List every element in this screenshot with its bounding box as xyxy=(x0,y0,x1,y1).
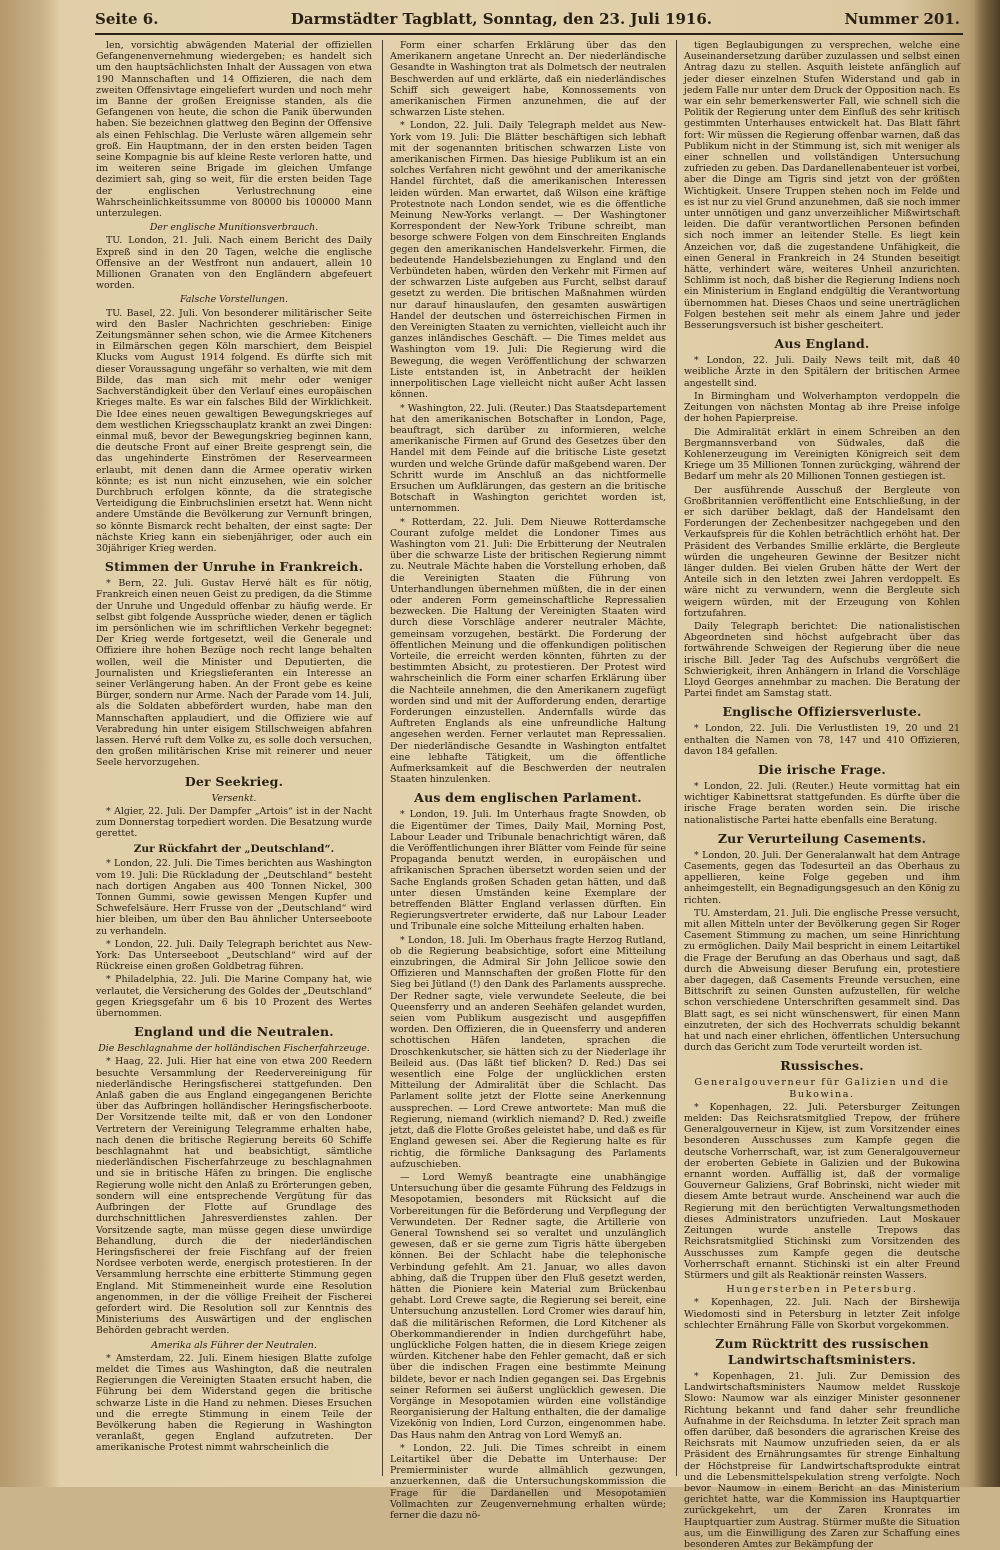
article-paragraph: * Amsterdam, 22. Juli. Einem hiesigen Blatte zufolge meldet die Times aus Washington, daß die neutralen Regierungen die Vereinigten Staaten ersucht haben, die Führung bei dem Widerstand gegen die britische schwarze Liste in die Hand zu nehmen. Dieses Ersuchen und die erregte Stimmung in einem Teile der Bevölkerung haben die Regierung in Washington veranlaßt, gegen England aufzutreten. Der amerikanische Protest nimmt wahrscheinlich die xyxy=(96,1352,372,1454)
article-paragraph: * London, 18. Juli. Im Oberhaus fragte Herzog Rutland, ob die Regierung beabsichtige, sofort eine Mitteilung einzubringen, die Admiral Sir John Jellicoe sowie den Offizieren und Mannschaften der großen Flotte für den Sieg bei Jütland (!) den Dank des Parlaments ausspreche. Der Redner sagte, viele verwundete Seeleute, die bei Queensferry und an anderen Seehäfen gelandet wurden, seien vom Publikum ausgezischt und ausgepfiffen worden. Den Offizieren, die in Queensferry und anderen schottischen Häfen landeten, sprachen die Droschkenkutscher, sie hätten sich zu der Niederlage ihr Beileid aus. (Das läßt tief blicken? D. Red.) Das sei wesentlich eine Folge der unglücklichen ersten Mitteilung der Admiralität über die Schlacht. Das Parlament sollte jetzt der Flotte seine Anerkennung aussprechen. — Lord Crewe antwortete: Man muß die Regierung, niemand (wirklich niemand? D. Red.) zweifle jetzt, daß die Flotte Großes geleistet habe, und daß es für England gewesen sei. Aber die Regierung halte es für richtig, die förmliche Danksagung des Parlaments aufzuschieben. xyxy=(390,934,666,1170)
article-paragraph: TU. Basel, 22. Juli. Von besonderer militärischer Seite wird den Basler Nachrichten geschrieben: Einige Zeitungsmänner sehen schon, wie die Armee Kitcheners in Eilmärschen gegen Köln marschiert, dem Beispiel Klucks vom August 1914 folgend. Es dürfte sich mit dieser Voraussagung ungefähr so verhalten, wie mit dem Bilde, das man sich mit mehr oder weniger Sachverständigkeit über den Verlauf eines europäischen Krieges malte. Es war ein falsches Bild der Wirklichkeit. Die Idee eines neuen gewaltigen Bewegungskrieges auf dem westlichen Kriegsschauplatz krankt an zwei Dingen: einmal muß, bevor der Bewegungskrieg beginnen kann, die deutsche Front auf einer Breite gesprengt sein, die das ungehinderte Einströmen der Reservearmeen erlaubt, mit denen dann die Armee operativ wirken könnte; es ist nun nicht einzusehen, wie ein solcher Durchbruch erfolgen könnte, da die strategische Verteidigung die Einbruchslinien ersetzt hat. Wenn nicht andere Umstände die Bevölkerung zur Vernunft bringen, so könnte Bismarck recht behalten, der einst sagte: Der nächste Krieg kann ein siebenjähriger, oder auch ein 30jähriger Krieg werden. xyxy=(96,307,372,554)
article-paragraph: * Washington, 22. Juli. (Reuter.) Das Staatsdepartement hat den amerikanischen Botschafter in London, Page, beauftragt, sich darüber zu informieren, welche amerikanische Firmen auf Grund des Gesetzes über den Handel mit dem Feinde auf die britische Liste gesetzt wurden und welche Gründe dafür maßgebend waren. Der Schritt wurde im Anschluß an das nichtformelle Ersuchen um Aufklärungen, das gestern an die britische Botschaft in Washington gerichtet worden ist, unternommen. xyxy=(390,402,666,515)
article-headline: Die irische Frage. xyxy=(757,761,886,777)
article-headline: Aus England. xyxy=(774,336,870,352)
article-paragraph: * Haag, 22. Juli. Hier hat eine von etwa 200 Reedern besuchte Versammlung der Reedervereinigung für niederländische Heringsfischerei stattgefunden. Den Anlaß gaben die aus England eingegangenen Berichte über das Aufbringen holländischer Heringsfischerboote. Der Vorsitzende teilte mit, daß er von den Londoner Vertretern der Vereinigung Telegramme erhalten habe, nach denen die britische Regierung bereits 60 Schiffe beschlagnahmt hat und beabsichtigt, sämtliche niederländischen Fischerfahrzeuge zu beschlagnahmen und sie in britische Häfen zu bringen. Die englische Regierung wolle nicht den Anlaß zu Erörterungen geben, sondern will eine entsprechende Vergütung für das Aufbringen der Flotte auf Grundlage des durchschnittlichen Jahresverdienstes zahlen. Der Vorsitzende sagte, man müsse gegen diese unwürdige Behandlung, durch die der niederländischen Heringsfischerei der freie Fischfang auf der freien Nordsee verboten werde, energisch protestieren. In der Versammlung herrschte eine erbitterte Stimmung gegen England. Mit Stimmeneinheit wurde eine Resolution angenommen, in der die völlige Freiheit der Fischerei gefordert wird. Die Resolution soll zur Kenntnis des Ministeriums des Auswärtigen und der englischen Behörden gebracht werden. xyxy=(96,1056,372,1337)
article-paragraph: * London, 22. Juli. Die Times berichten aus Washington vom 19. Juli: Die Rückladung der „Deutschland“ besteht nach dortigen Angaben aus 400 Tonnen Nickel, 300 Tonnen Gummi, sowie gewissen Mengen Kupfer und Schwefelsäure. Herr Frusse von der „Deutschland“ wird hier bleiben, um über den Bau ähnlicher Unterseeboote zu verhandeln. xyxy=(96,858,372,937)
article-paragraph: len, vorsichtig abwägenden Material der offiziellen Gefangenenvernehmung wiedergeben; es handelt sich um den hauptsächlichsten Inhalt der Aussagen von etwa 190 Mannschaften und 14 Offizieren, die nach dem zweiten Offensivtage eingeliefert wurden und noch mehr im Banne der großen Ereignisse standen, als die Gefangenen von heute, die schon die Panik überwunden haben. Sie bezeichnen glattweg den Beginn der Offensive als einen Fehlschlag. Die Verluste wären allgemein sehr groß. Ein Hauptmann, der in den ersten beiden Tagen seine Kompagnie bis auf kleine Reste verloren hatte, und im weiteren seine Brigade im gleichen Umfange dezimiert sah, ging so weit, für die ersten beiden Tage der englischen Verlustrechnung eine Wahrscheinlichkeitssumme von 80000 bis 100000 Mann unterzulegen. xyxy=(96,40,372,220)
issue-number: Nummer 201. xyxy=(844,10,960,28)
article-headline: Die Beschlagnahme der holländischen Fischerfahrzeuge. xyxy=(98,1043,370,1055)
article-headline: Russisches. xyxy=(780,1058,864,1074)
column-1 xyxy=(96,40,372,1476)
article-paragraph: * Bern, 22. Juli. Gustav Hervé hält es für nötig, Frankreich einen neuen Geist zu predigen, da die Stimme der Unruhe und Ungeduld offenbar zu häufig werde. Er selbst gibt folgende Aussprüche wieder, denen er täglich im persönlichen wie im schriftlichen Verkehr begegnet: Der Krieg werde fortgesetzt, weil die Generale und Offiziere ihre hohen Bezüge noch recht lange behalten wollen, weil die Minister und Deputierten, die Journalisten und Kriegslieferanten ein Interesse an seiner Verlängerung haben. An der Front gebe es keine Bürger, sondern nur Arme. Nach der Parade vom 14. Juli, als die Soldaten abbefördert wurden, habe man den Mannschaften applaudiert, und die Offiziere wie auf Verabredung hin unter eisigem Stillschweigen abfahren lassen. Hervé ruft dem Volke zu, es solle doch versuchen, den großen militärischen Krise mit reinerer und neuer Seele hervorzugehen. xyxy=(96,578,372,769)
article-headline: Zum Rücktritt des russischen Landwirtschaftsministers. xyxy=(715,1335,929,1367)
article-paragraph: * London, 22. Juli. Daily Telegraph berichtet aus New-York: Das Unterseeboot „Deutschland“ wird auf der Rückreise einen großen Goldbetrag führen. xyxy=(96,938,372,973)
page-header xyxy=(95,8,960,30)
masthead: Darmstädter Tagblatt, Sonntag, den 23. Juli 1916. xyxy=(290,10,712,28)
page-number: Seite 6. xyxy=(95,10,159,28)
article-paragraph: In Birmingham und Wolverhampton verdoppeln die Zeitungen von nächsten Montag ab ihre Preise infolge der hohen Papierpreise. xyxy=(684,390,960,425)
article-paragraph: * Rotterdam, 22. Juli. Dem Nieuwe Rotterdamsche Courant zufolge meldet die Londoner Times aus Washington vom 21. Juli: Die Erbitterung der Neutralen über die schwarze Liste der britischen Regierung nimmt zu. Neutrale Mächte haben die Vorstellung erhoben, daß die Vereinigten Staaten die Führung von Unterhandlungen übernehmen müßten, die in der einen oder anderen Form gemeinschaftliche Repressalien bezwecken. Die Haltung der Vereinigten Staaten wird durch diese Vorschläge anderer neutraler Mächte, gemeinsam vorzugehen, bestärkt. Die Forderung der öffentlichen Meinung und die offenkundigen politischen Vorteile, die erreicht werden könnten, führten zu der bestimmten Absicht, zu protestieren. Der Protest wird wahrscheinlich die Form einer scharfen Erklärung über die Nachteile annehmen, die den Amerikanern zugefügt worden sind und mit der Aufforderung enden, derartige Forderungen einzustellen. Andernfalls würde das Auftreten Englands als eine unfreundliche Haltung angesehen werden. Ferner verlautet man Repressalien. Der niederländische Gesandte in Washington entfaltet eine lebhafte Tätigkeit, um die öffentliche Aufmerksamkeit auf die Beschwerden der neutralen Staaten hinzulenken. xyxy=(390,516,666,786)
article-paragraph: * London, 22. Juli. Daily News teilt mit, daß 40 weibliche Ärzte in den Spitälern der britischen Armee angestellt sind. xyxy=(684,355,960,389)
article-paragraph: tigen Beglaubigungen zu versprechen, welche eine Auseinandersetzung darüber zuzulassen und selbst einen Antrag dazu zu stellen. Asquith leistete anfänglich auf jeder dieser einzelnen Stufen Widerstand und gab in jedem Falle nur unter dem Druck der Opposition nach. Es war ein sehr bemerkenswerter Fall, wie schnell sich die Politik der Regierung unter dem Einfluß des sehr kritisch gestimmten Unterhauses entwickelt hat. Das Blatt fährt fort: Wir müssen die Regierung offenbar warnen, daß das Publikum nicht in der Stimmung ist, sich mit weniger als einer schnellen und vollständigen Untersuchung zufrieden zu geben. Das Dardanellenabenteuer ist vorbei, aber die Dinge am Tigris sind jetzt von der größten Wichtigkeit. Unsere Truppen stehen noch im Felde und es ist nur zu viel Grund anzunehmen, daß sie noch immer unter unnötigen und ganz unverzeihlicher Mißwirtschaft leiden. Die dafür verantwortlichen Personen befinden sich noch immer an leitender Stelle. Es liegt kein Anzeichen vor, daß die zugestandene Unfähigkeit, die einen General in Frankreich in 24 Stunden beseitigt hätte, verhindert wäre, weiteres Unheil anzurichten. Schlimm ist noch, daß bisher die Regierung Indiens noch ein Ministerium in England endgültig die Verantwortung übernommen hat. Dieses Chaos und seine unerträglichen Folgen bestehen seit mehr als einem Jahre und jeder Besserungsversuch ist bisher gescheitert. xyxy=(684,40,960,332)
article-paragraph: * Philadelphia, 22. Juli. Die Marine Company hat, wie verlautet, die Versicherung des Goldes der „Deutschland“ gegen Kriegsgefahr um 6 bis 10 Prozent des Wertes übernommen. xyxy=(96,974,372,1020)
article-paragraph: * London, 22. Juli. Die Verlustlisten 19, 20 und 21 enthalten die Namen von 78, 147 und 410 Offizieren, davon 184 gefallen. xyxy=(684,723,960,757)
article-paragraph: Daily Telegraph berichtet: Die nationalistischen Abgeordneten sind höchst aufgebracht über das fortwährende Schweigen der Regierung über die neue irische Bill. Jeder Tag des Aufschubs vergrößert die Schwierigkeit, ihren Anhängern in Irland die Vorschläge Lloyd Georges annehmbar zu machen. Die Beratung der Partei findet am Samstag statt. xyxy=(684,620,960,700)
article-headline: Zur Rückfahrt der „Deutschland“. xyxy=(133,843,335,856)
article-paragraph: TU. London, 21. Juli. Nach einem Bericht des Daily Expreß sind in den 20 Tagen, welche die englische Offensive an der Westfront nun andauert, allein 10 Millionen Granaten von den Engländern abgefeuert worden. xyxy=(96,235,372,292)
page-edge-shadow xyxy=(974,0,1000,1487)
article-headline: Zur Verurteilung Casements. xyxy=(717,830,927,846)
article-paragraph: — Lord Wemyß beantragte eine unabhängige Untersuchung über die gesamte Führung des Feldzugs in Mesopotamien, besonders mit Rücksicht auf die Vorbereitungen für die Beförderung und Verpflegung der Verwundeten. Der Redner sagte, die Artillerie von General Townshend sei so veraltet und unzulänglich gewesen, daß er sie gerne zum Tigris hätte übergeben können. Bei der Schlacht habe die telephonische Verbindung gefehlt. Am 21. Januar, wo alles davon abhing, daß die Truppen über den Fluß gesetzt werden, hätten die Pioniere kein Material zum Brückenbau gehabt. Lord Crewe sagte, die Regierung sei bereit, eine Untersuchung anzustellen. Lord Cromer wies darauf hin, daß die militärischen Reformen, die Lord Kitchener als Oberkommandierender in Indien durchgeführt habe, unglückliche Folgen hatten, die in diesem Kriege zeigen würden. Kitchener habe den Fehler gemacht, daß er sich über die indischen Fragen eine bestimmte Meinung bildete, bevor er nach Indien gegangen sei. Das Ergebnis seiner Reformen sei äußerst unglücklich gewesen. Die Vorgänge in Mesopotamien würden eine vollständige Reorganisierung der Haltung enthalten, die der damalige Vizekönig von Indien, Lord Curzon, eingenommen habe. Das Haus nahm den Antrag von Lord Wemyß an. xyxy=(390,1171,666,1441)
column-divider xyxy=(676,40,677,1476)
article-paragraph: * Kopenhagen, 22. Juli. Nach der Birshewija Wiedomosti sind in Petersburg in letzter Zeit infolge schlechter Ernährung Fälle von Skorbut vorgekommen. xyxy=(684,1297,960,1331)
column-2 xyxy=(390,40,666,1521)
column-divider xyxy=(382,40,383,1476)
article-headline: Aus dem englischen Parlament. xyxy=(414,790,642,806)
article-headline: Versenkt. xyxy=(211,792,257,804)
article-headline: Falsche Vorstellungen. xyxy=(180,294,288,306)
article-headline: Der englische Munitionsverbrauch. xyxy=(149,222,319,234)
article-paragraph: * Algier, 22. Juli. Der Dampfer „Artois“ ist in der Nacht zum Donnerstag torpediert worden. Die Besatzung wurde gerettet. xyxy=(96,805,372,840)
article-headline: Generalgouverneur für Galizien und die Bukowina. xyxy=(694,1077,950,1100)
article-headline: Englische Offiziersverluste. xyxy=(722,704,922,720)
article-paragraph: Die Admiralität erklärt in einem Schreiben an den Bergmannsverband von Südwales, daß die Kohlenerzeugung im Vereinigten Königreich seit dem Kriege um 35 Millionen Tonnen zurückging, während der Bedarf um mehr als 20 Millionen Tonnen gestiegen ist. xyxy=(684,426,960,483)
article-headline: England und die Neutralen. xyxy=(134,1024,334,1040)
header-rule xyxy=(95,33,963,35)
article-paragraph: * London, 20. Juli. Der Generalanwalt hat dem Antrage Casements, gegen das Todesurteil an das Oberhaus zu appellieren, keine Folge gegeben und ihm anheimgestellt, ein Begnadigungsgesuch an den König zu richten. xyxy=(684,849,960,906)
article-paragraph: * London, 22. Juli. (Reuter.) Heute vormittag hat ein wichtiger Kabinettsrat stattgefunden. Es dürfte über die irische Frage beraten worden sein. Die irische nationalistische Partei hatte ebenfalls eine Beratung. xyxy=(684,780,960,826)
article-headline: Der Seekrieg. xyxy=(184,773,284,789)
page-binding-shadow xyxy=(0,0,60,1487)
article-paragraph: Der ausführende Ausschuß der Bergleute von Großbritannien veröffentlicht eine Entschließung, in der er sich darüber beklagt, daß der Handelsamt den Forderungen der Zechenbesitzer nachgegeben und den Verkaufspreis für die Kohlen beträchtlich erhöht hat. Der Präsident des Verbandes Smillie erklärte, die Bergleute würden die ungeheuren Gewinne der Besitzer nicht länger dulden. Bei vielen Gruben hätte der Wert der Anteile sich in den letzten zwei Jahren verdoppelt. Es wäre nicht zu verwundern, wenn die Bergleute sich weigern würden, mit der Erzeugung von Kohlen fortzufahren. xyxy=(684,484,960,619)
article-headline: Hungersterben in Petersburg. xyxy=(726,1284,918,1296)
article-paragraph: * London, 22. Juli. Daily Telegraph meldet aus New-York vom 19. Juli: Die Blätter beschäftigen sich lebhaft mit der sogenannten britischen schwarzen Liste von amerikanischen Firmen. Das hiesige Publikum ist an ein solches Verfahren nicht gewöhnt und der amerikanische Handel fürchtet, daß die amerikanischen Interessen leiden würden. Man erwartet, daß Wilson eine kräftige Protestnote nach London sendet, wie es die öffentliche Meinung New-Yorks verlangt. — Der Washingtoner Korrespondent der New-York Tribune schreibt, man besorge schwere Folgen von dem Einschreiten Englands gegen den amerikanischen Handelsverkehr. Firmen, die bedeutende Handelsbeziehungen zu England und den Verbündeten haben, würden den Verkehr mit Firmen auf der schwarzen Liste aufgeben aus Furcht, selbst darauf gesetzt zu werden. Die britischen Maßnahmen würden nur darauf hinauslaufen, den gesamten auswärtigen Handel der deutschen und österreichischen Firmen in den Vereinigten Staaten zu vernichten, vielleicht auch ihr ganzes inländisches Geschäft. — Die Times meldet aus Washington vom 19. Juli: Die Regierung wird die Bewegung, die wegen Veröffentlichung der schwarzen Liste entstanden ist, in Anbetracht der heiklen innerpolitischen Lage vielleicht nicht außer Acht lassen können. xyxy=(390,120,666,401)
article-paragraph: * London, 19. Juli. Im Unterhaus fragte Snowden, ob die Eigentümer der Times, Daily Mail, Morning Post, Labour Leader und Tribunale benachrichtigt wären, daß die Veröffentlichungen ihrer Blätter vom Feinde für seine Propaganda benutzt werden, in europäischen und afrikanischen Sprachen übersetzt worden seien und der Sache Englands großen Schaden getan hätten, und daß unter diesen Umständen keine Exemplare der betreffenden Blätter England verlassen dürften. Ein Regierungsvertreter erwiderte, daß nur Labour Leader und Tribunale eine solche Mitteilung erhalten haben. xyxy=(390,809,666,933)
article-headline: Amerika als Führer der Neutralen. xyxy=(151,1339,317,1351)
article-paragraph: Form einer scharfen Erklärung über das den Amerikanern angetane Unrecht an. Der niederländische Gesandte in Washington trat als Dolmetsch der neutralen Beschwerden auf und erklärte, daß ein niederländisches Schiff sich geweigert habe, Konnossements von amerikanischen Firmen anzunehmen, die auf der schwarzen Liste stehen. xyxy=(390,40,666,119)
article-paragraph: * London, 22. Juli. Die Times schreibt in einem Leitartikel über die Debatte im Unterhause: Der Premierminister wurde allmählich gezwungen, anzuerkennen, daß die Untersuchungskommission die Frage für die Dardanellen und Mesopotamien Vollmachten zur Zeugenvernehmung erhalten würde; ferner die dazu nö- xyxy=(390,1442,666,1521)
article-paragraph: * Kopenhagen, 22. Juli. Petersburger Zeitungen melden: Das Reichsratsmitglied Trepow, der frühere Generalgouverneur in Kijew, ist zum Vorsitzender eines besonderen Ausschusses zum Kampfe gegen die deutsche Vorherrschaft, war, ist zum Generalgouverneur der eroberten Gebiete in Galizien und der Bukowina ernannt worden. Auffällig ist, daß der vormalige Gouverneur Galiziens, Graf Bobrinski, nicht wieder mit diesem Amte betraut wurde. Anscheinend war auch die Regierung mit den berüchtigten Verwaltungsmethoden dieses Administrators unzufrieden. Laut Moskauer Zeitungen wurde anstelle Trepows das Reichsratsmitglied Stichinski zum Vorsitzenden des Ausschusses zum Kampfe gegen die deutsche Vorherrschaft ernannt. Stichinski ist ein alter Freund Stürmers und gilt als Reaktionär reinsten Wassers. xyxy=(684,1101,960,1281)
article-paragraph: * Kopenhagen, 21. Juli. Zur Demission des Landwirtschaftsministers Naumow meldet Russkoje Slowo: Naumow war als einziger Minister gesonnener Richtung bekannt und fand daher sehr freundliche Aufnahme in der Reichsduma. In letzter Zeit sprach man offen darüber, daß besonders die agrarischen Kreise des Reichsrats mit Naumow unzufrieden seien, da er als Präsident des Ernährungsamtes für strenge Einhaltung der Höchstpreise für Landwirtschaftsprodukte eintrat und die Lebensmittelspekulation streng verfolgte. Noch bevor Naumow in einem Bericht an das Ministerium gerichtet hatte, war die Kommission ins Hauptquartier zurückgekehrt, um der Zaren Kronrates im Hauptquartier zum Austrag. Stürmer mußte die Situation aus, um die Einwilligung des Zaren zur Schaffung eines besonderen Amtes zur Bekämpfung der xyxy=(684,1370,960,1550)
article-headline: Stimmen der Unruhe in Frankreich. xyxy=(104,559,364,575)
article-paragraph: TU. Amsterdam, 21. Juli. Die englische Presse versucht, mit allen Mitteln unter der Bevölkerung gegen Sir Roger Casement Stimmung zu machen, um seine Hinrichtung zu ermöglichen. Daily Mail bespricht in einem Leitartikel die Frage der Berufung an das Oberhaus und sagt, daß durch die Abweisung dieser Berufung ein, protestiere aber dagegen, daß Casements Freunde versuchen, eine Bittschrift zu seinen Gunsten aufzustellen, für welche schon verschiedene Unterschriften gesammelt sind. Das Blatt sagt, es sei nicht wünschenswert, für einen Mann einzutreten, der sich des Hochverrats schuldig bekannt hat und nach einer ehrlichen, öffentlichen Untersuchung durch das Gericht zum Tode verurteilt worden ist. xyxy=(684,907,960,1054)
column-3 xyxy=(684,40,960,1550)
